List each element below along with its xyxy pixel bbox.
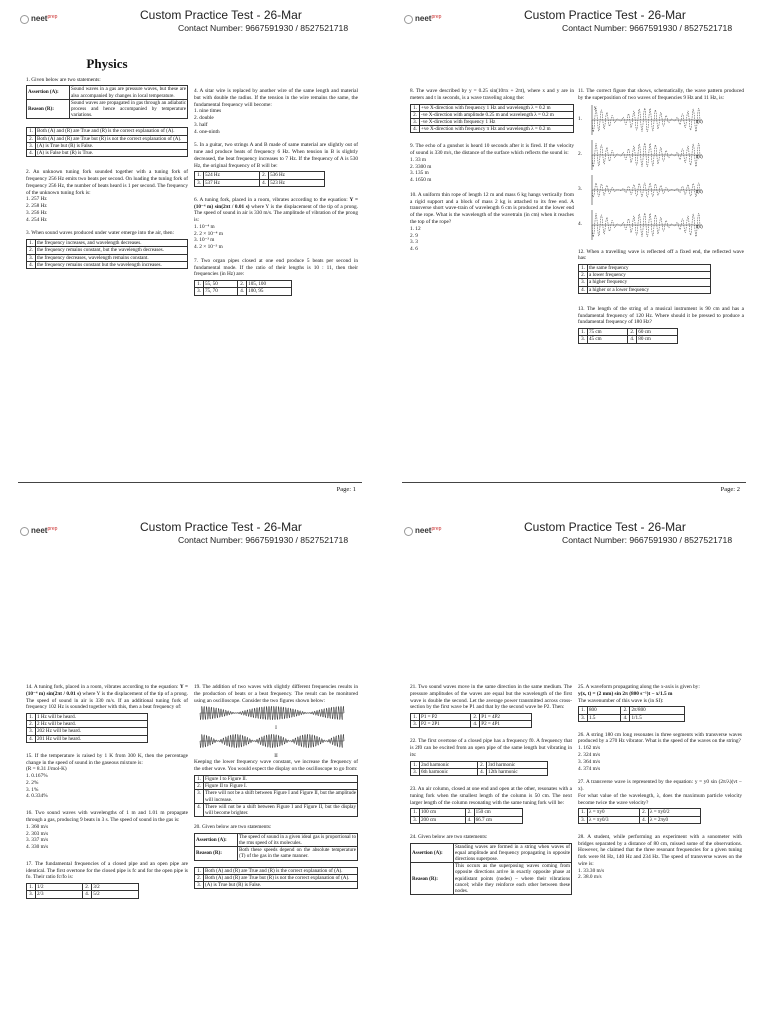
option-3[interactable]: (A) is True but (R) is False. bbox=[204, 882, 358, 889]
option-2[interactable]: 2. 9 bbox=[410, 232, 418, 239]
option-2[interactable]: 2. 38.0 m/s bbox=[578, 874, 602, 881]
options-table: 1. 2nd harmonic 2. 3rd harmonic 3. 6th harmonic 4. 12th harmonic bbox=[410, 761, 548, 776]
question-22: 22. The first overtone of a closed pipe has a frequency f0. A frequency that is 2f0 can be excited from an open pipe of the same length but vibrating in its: 1. 2nd harmonic 2. 3rd harmonic 3. 6th harmonic 4. 12th harmonic bbox=[410, 738, 572, 775]
question-15: 15. If the temperature is raised by 1 K from 300 K, then the percentage change in the speed of sound in the gaseous mixture is: (R = 8.31 J/mol-K) 1. 0.167% 2. 2% 3. 1% 4. 0.334% bbox=[26, 752, 188, 800]
option-3[interactable]: P2 = 2P1 bbox=[420, 721, 471, 728]
option-3[interactable]: 6th harmonic bbox=[420, 768, 478, 775]
option-4[interactable]: P2 = 4P1 bbox=[480, 721, 531, 728]
option-3[interactable]: 3. 256 Hz bbox=[26, 209, 47, 216]
question-21: 21. Two sound waves move in the same direction in the same medium. The pressure amplitudes of the waves are equal but the wavelength of the first wave is double the second. Let the average power transmitted across cross-section by the first wave be P1 and that by the second wave be P2. Then: 1. P1 = P2 2. P1 = 4P2 3. P2 = 2P1 4. P2 = 4P1 bbox=[410, 684, 572, 728]
option-4[interactable]: +ve X-direction with frequency π Hz and wavelength λ = 0.2 m bbox=[420, 126, 574, 133]
options-table: 1. Both (A) and (R) are True and (R) is the correct explanation of (A). 2. Both (A) and (R) are True but (R) is not the correct explanation of (A). 3. (A) is True but (R) is False. 4. (A) is False but (R) is True. bbox=[26, 127, 188, 157]
option-4[interactable]: 4. 6 bbox=[410, 246, 418, 253]
statement-table: Assertion (A): Standing waves are formed in a string when waves of equal amplitude and frequency propagating in opposite directions superpose. Reason (R): This occurs as the superposing waves coming from opposite directions arrive in exactly opposite phase at equidistant points (nodes) – where their vibrations cancel; while they reinforce each other between these nodes. bbox=[412, 843, 570, 895]
page-3 bbox=[0, 512, 384, 1024]
option-3[interactable]: 3. 1% bbox=[26, 786, 39, 793]
equation: y(x, t) = (2 mm) sin 2π (800 s⁻¹)t − x/1.5 m bbox=[578, 690, 673, 697]
option-2[interactable]: 2. 303 m/s bbox=[26, 830, 49, 837]
option-1[interactable]: 1. nine times bbox=[194, 108, 222, 115]
option-1[interactable]: 1. 12 bbox=[410, 225, 421, 232]
oscilloscope-figure-1 bbox=[194, 704, 358, 722]
options-table: 1. P1 = P2 2. P1 = 4P2 3. P2 = 2P1 4. P2 = 4P1 bbox=[410, 713, 532, 728]
column-right bbox=[194, 684, 358, 896]
option-2[interactable]: 2. 324 m/s bbox=[578, 752, 601, 758]
option-2[interactable]: 150 cm bbox=[474, 809, 523, 816]
option-1[interactable]: the same frequency bbox=[588, 265, 711, 272]
figure-option-4[interactable]: 4. t(s) bbox=[578, 208, 744, 242]
option-2[interactable]: 3rd harmonic bbox=[487, 761, 548, 768]
logo-icon bbox=[20, 527, 29, 536]
logo-icon bbox=[404, 15, 413, 24]
option-3[interactable]: (A) is True but (R) is False. bbox=[36, 142, 188, 149]
figure-label-2: II bbox=[274, 752, 278, 759]
option-2[interactable]: λ = πy0/2 bbox=[649, 809, 701, 816]
page-number: Page: 1 bbox=[336, 486, 356, 493]
question-10: 10. A uniform thin rope of length 12 m and mass 6 kg hangs vertically from a rigid support and a block of mass 2 kg is attached to its free end. A transverse short wave-train of wavelength 6 cm is produced at the lower end of the rope. What is the wavelength of the wavetrain (in cm) when it reaches the top of the rope? 1. 12 2. 9 3. 3 4. 6 bbox=[410, 191, 574, 253]
divider bbox=[18, 482, 362, 483]
option-1[interactable]: the frequency increases, and wavelength decreases. bbox=[36, 240, 188, 247]
option-3[interactable]: 1.5 bbox=[588, 714, 621, 721]
option-3[interactable]: 3. 135 m bbox=[410, 170, 429, 177]
question-24: 24. Given below are two statements: Assertion (A): Standing waves are formed in a string when waves of equal amplitude and frequency propagating in opposite directions superpose. Reason (R): This occurs as the superposing waves coming from opposite directions arrive in exactly opposite phase at equidistant points (nodes) – where their vibrations cancel; while they reinforce each other between these nodes. bbox=[410, 833, 570, 895]
option-3[interactable]: a higher frequency bbox=[588, 279, 711, 286]
divider bbox=[402, 482, 746, 483]
column-right bbox=[578, 684, 742, 888]
option-3[interactable]: the frequency decreases, wavelength remains constant. bbox=[36, 254, 188, 261]
option-4[interactable]: 80 cm bbox=[637, 336, 677, 343]
options-table: 1. 524 Hz 2. 536 Hz 3. 537 Hz 4. 523 Hz bbox=[194, 171, 325, 186]
option-1[interactable]: 1 Hz will be heard. bbox=[36, 714, 148, 721]
option-2[interactable]: Both (A) and (R) are True but (R) is not the correct explanation of (A). bbox=[36, 135, 188, 142]
contact-number: Contact Number: 9667591930 / 8527521718 bbox=[562, 535, 733, 545]
column-right bbox=[578, 88, 744, 351]
option-1[interactable]: Both (A) and (R) are True and (R) is the correct explanation of (A). bbox=[36, 128, 188, 135]
option-1[interactable]: 2nd harmonic bbox=[420, 761, 478, 768]
column-right bbox=[194, 88, 358, 303]
neetprep-logo: neet$^{prep}$ bbox=[20, 14, 57, 24]
question-26: 26. A string 180 cm long resonates in three segments with transverse waves produced by a 270 Hz vibrator. What is the speed of the waves on the string? 1. 162 m/s 2. 324 m/s 3. 364 m/s 4. 374 m/s bbox=[578, 731, 742, 772]
option-3[interactable]: There will not be a shift between Figure I and Figure II, but the amplitude will increase. bbox=[205, 790, 356, 803]
page-1 bbox=[0, 0, 384, 512]
equation: Y = (10⁻⁴ m) sin(2πt / 0.01 s) bbox=[26, 684, 189, 697]
option-2[interactable]: 2. 3300 m bbox=[410, 163, 432, 170]
option-1[interactable]: 1. 10⁻⁴ m bbox=[194, 223, 215, 230]
question-20: 20. Given below are two statements: Assertion (A): The speed of sound in a given ideal gas is proportional to the rms speed of its molecules. Reason (R): Both these speeds depend on the absolute temperature (T) of the gas in the same manner. 1. Both (A) and (R) are True and (R) is the correct explanation of (A). 2. Both (A) and (R) are True but (R) is not the correct explanation of (A). 3. (A) is True but (R) is False. bbox=[194, 824, 356, 889]
option-4[interactable]: a higher or a lower frequency bbox=[588, 286, 711, 293]
option-1[interactable]: 1. 33 m bbox=[410, 156, 427, 163]
option-3[interactable]: 537 Hz bbox=[204, 179, 260, 186]
option-4[interactable]: 4. 0.334% bbox=[26, 793, 48, 800]
option-4[interactable]: 523 Hz bbox=[269, 179, 325, 186]
option-4[interactable]: 4. 1650 m bbox=[410, 177, 432, 184]
option-1[interactable]: 1. 162 m/s bbox=[578, 745, 601, 752]
option-3[interactable]: 3. half bbox=[194, 121, 208, 128]
option-3[interactable]: 3. 10⁻³ m bbox=[194, 237, 215, 244]
question-17: 17. The fundamental frequencies of a closed pipe and an open pipe are identical. The first overtone for the closed pipe is fc and for the open pipe is fo. Their ratio fc/fo is: 1. 1/2 2. 3/2 3. 2/3 4. 5/2 bbox=[26, 860, 188, 898]
option-3[interactable]: 3. 337 m/s bbox=[26, 837, 49, 844]
option-1[interactable]: 100 cm bbox=[420, 809, 466, 816]
contact-number: Contact Number: 9667591930 / 8527521718 bbox=[178, 535, 349, 545]
option-1[interactable]: 1. 33.30 m/s bbox=[578, 867, 605, 874]
options-table: 1. Both (A) and (R) are True and (R) is the correct explanation of (A). 2. Both (A) and (R) are True but (R) is not the correct explanation of (A). 3. (A) is True but (R) is False. bbox=[194, 867, 358, 890]
option-4[interactable]: 4. 2 × 10⁻³ m bbox=[194, 244, 223, 251]
statement-table: Assertion (A): The speed of sound in a given ideal gas is proportional to the rms speed of its molecules. Reason (R): Both these speeds depend on the absolute temperature (T) of the gas in the same manner. bbox=[196, 833, 356, 860]
option-4[interactable]: 4. 374 m/s bbox=[578, 765, 601, 772]
option-1[interactable]: 1. 0.167% bbox=[26, 773, 48, 780]
column-left bbox=[26, 684, 188, 906]
options-table: 1. the frequency increases, and wavelength decreases. 2. the frequency remains constant, but the wavelength decreases. 3. the frequency decreases, wavelength remains constant. 4. the frequency remains constant but the wavelength increases. bbox=[26, 239, 188, 269]
option-1[interactable]: P1 = P2 bbox=[420, 714, 471, 721]
page-2 bbox=[384, 0, 768, 512]
option-2[interactable]: 2π/800 bbox=[630, 707, 684, 714]
wave-figure-1 bbox=[584, 103, 714, 137]
option-1[interactable]: 1. 360 m/s bbox=[26, 823, 49, 830]
option-4[interactable]: 100, 95 bbox=[247, 288, 292, 295]
option-4[interactable]: (A) is False but (R) is True. bbox=[36, 150, 188, 157]
svg-text:y: y bbox=[593, 105, 597, 111]
option-3[interactable]: λ = πy0/3 bbox=[588, 816, 640, 823]
neetprep-logo: neet$^{prep}$ bbox=[20, 526, 57, 536]
option-4[interactable]: 4. one-ninth bbox=[194, 128, 220, 135]
option-1[interactable]: 75 cm bbox=[588, 329, 628, 336]
option-2[interactable]: Figure II to Figure I. bbox=[204, 783, 358, 790]
options-table: 1. 1 Hz will be heard. 2. 2 Hz will be heard. 3. 202 Hz will be heard. 4. 201 Hz will be heard. bbox=[26, 713, 148, 743]
question-8: 8. The wave described by y = 0.25 sin(10πx + 2πt), where x and y are in meters and t in seconds, is a wave traveling along the: 1. +ve X-direction with frequency 1 Hz and wavelength λ = 0.2 m 2. -ve X-direction with amplitude 0.25 m and wavelength λ = 0.2 m 3. -ve X-direction with frequency 1 Hz 4. +ve X-direction with frequency π Hz and wavelength λ = 0.2 m bbox=[410, 88, 574, 133]
options-table: 1. Figure I to Figure II. 2. Figure II to Figure I. 3. There will not be a shift between Figure I and Figure II, but the amplitude will increase. 4. There will not be a shift between Figure I and Figure II, but the display will become brighter. bbox=[194, 775, 358, 817]
figure-option-1[interactable]: 1. y t(s) bbox=[578, 103, 744, 137]
option-1[interactable]: 1. 257 Hz bbox=[26, 196, 47, 203]
equation: Y = (10⁻⁴ m) sin(2πt / 0.01 s) bbox=[194, 196, 358, 210]
option-4[interactable]: 201 Hz will be heard. bbox=[36, 735, 148, 742]
option-2[interactable]: 105, 100 bbox=[247, 281, 292, 288]
oscilloscope-figure-2 bbox=[194, 732, 358, 750]
test-title: Custom Practice Test - 26-Mar bbox=[524, 520, 686, 534]
option-2[interactable]: 2. double bbox=[194, 115, 214, 122]
question-28: 28. A student, while performing an experiment with a sonometer with bridges separated by a distance of 80 cm, missed some of the observations. However, he claimed that the three resonant frequencies for a given tuning fork were 84 Hz, 140 Hz and 234 Hz. The speed of transverse waves on the wire is: 1. 33.30 m/s 2. 38.0 m/s bbox=[578, 833, 742, 881]
wave-figure-3 bbox=[584, 173, 714, 207]
question-5: 5. In a guitar, two strings A and B made of same material are slightly out of tune and produce beats of frequency 6 Hz. When tension in B is slightly decreased, the beat frequency increases to 7 Hz. If the frequency of A is 530 Hz, the original frequency of B will be: 1. 524 Hz 2. 536 Hz 3. 537 Hz 4. 523 Hz bbox=[194, 142, 358, 186]
option-3[interactable]: 2/3 bbox=[36, 891, 83, 898]
neetprep-logo: neet$^{prep}$ bbox=[404, 526, 441, 536]
page-number: Page: 2 bbox=[720, 486, 740, 493]
option-1[interactable]: λ = πy0 bbox=[588, 809, 640, 816]
test-title: Custom Practice Test - 26-Mar bbox=[140, 8, 302, 22]
question-14: 14. A tuning fork, placed in a room, vibrates according to the equation: Y = (10⁻⁴ m) sin(2πt / 0.01 s) where Y is the displacement of the tip of a prong. The speed of sound in air is 330 m/s. If an additional tuning fork of frequency 102 Hz is sounded together with this, then a beat frequency of: 1. 1 Hz will be heard. 2. 2 Hz will be heard. 3. 202 Hz will be heard. 4. 201 Hz will be heard. bbox=[26, 684, 189, 742]
question-11: 11. The correct figure that shows, schematically, the wave pattern produced by the superposition of two waves of frequencies 9 Hz and 11 Hz, is: 1. y t(s) 2. t(s) 3. t(s) 4. t(s) bbox=[578, 88, 744, 242]
figure-option-3[interactable]: 3. t(s) bbox=[578, 173, 744, 207]
option-2[interactable]: P1 = 4P2 bbox=[480, 714, 531, 721]
option-2[interactable]: the frequency remains constant, but the wavelength decreases. bbox=[36, 247, 188, 254]
svg-text:t(s): t(s) bbox=[695, 119, 703, 125]
svg-text:t(s): t(s) bbox=[695, 224, 703, 230]
figure-label-1: I bbox=[275, 725, 277, 732]
svg-text:t(s): t(s) bbox=[695, 189, 703, 195]
question-1: 1. Given below are two statements: Assertion (A): Sound waves in a gas are pressure waves, but these are also accompanied by changes in local temperature. Reason (R): Sound waves are propagated in gas through an adiabatic process and hence accompanied by temperature variations. 1. Both (A) and (R) are True and (R) is the correct explanation of (A). 2. Both (A) and (R) are True but (R) is not the correct explanation of (A). 3. (A) is True but (R) is False. 4. (A) is False but (R) is True. bbox=[26, 76, 186, 157]
option-2[interactable]: 2. 258 Hz bbox=[26, 203, 47, 210]
option-1[interactable]: 55, 50 bbox=[204, 281, 238, 288]
option-2[interactable]: 2. 2% bbox=[26, 779, 39, 786]
option-2[interactable]: 60 cm bbox=[637, 329, 677, 336]
question-9: 9. The echo of a gunshot is heard 10 seconds after it is fired. If the velocity of sound is 330 m/s, the distance of the surface which reflects the sound is: 1. 33 m 2. 3300 m 3. 135 m 4. 1650 m bbox=[410, 143, 574, 184]
option-4[interactable]: 12th harmonic bbox=[487, 768, 548, 775]
option-4[interactable]: 66.7 cm bbox=[474, 816, 523, 823]
logo-icon bbox=[404, 527, 413, 536]
option-2[interactable]: 536 Hz bbox=[269, 172, 325, 179]
option-1[interactable]: 524 Hz bbox=[204, 172, 260, 179]
subject-title: Physics bbox=[86, 56, 128, 71]
question-23: 23. An air column, closed at one end and open at the other, resonates with a tuning fork when the smallest length of the column is 50 cm. The next larger length of the column resonating with the same tuning fork will be: 1. 100 cm 2. 150 cm 3. 200 cm 4. 66.7 cm bbox=[410, 786, 572, 823]
wave-figure-4 bbox=[584, 208, 714, 242]
option-1[interactable]: 1/2 bbox=[36, 884, 83, 891]
test-title: Custom Practice Test - 26-Mar bbox=[524, 8, 686, 22]
svg-text:t(s): t(s) bbox=[695, 154, 703, 160]
options-table: 1. 75 cm 2. 60 cm 3. 45 cm 4. 80 cm bbox=[578, 328, 678, 343]
question-4: 4. A sitar wire is replaced by another wire of the same length and material but with double the radius. If the tension in the wire remains the same, the fundamental frequency will become: 1. nine times 2. double 3. half 4. one-ninth bbox=[194, 88, 358, 135]
option-2[interactable]: 3/2 bbox=[92, 884, 139, 891]
option-2[interactable]: 2 Hz will be heard. bbox=[36, 721, 148, 728]
figure-option-2[interactable]: 2. t(s) bbox=[578, 138, 744, 172]
question-12: 12. When a travelling wave is reflected off a fixed end, the reflected wave has: 1. the same frequency 2. a lower frequency 3. a higher frequency 4. a higher or a lower frequency bbox=[578, 248, 744, 293]
option-4[interactable]: There will not be a shift between Figure I and Figure II, but the display will become brighter. bbox=[205, 803, 356, 816]
question-6: 6. A tuning fork, placed in a room, vibrates according to the equation: Y = (10⁻⁴ m) sin(2πt / 0.01 s) where Y is the displacement of the tip of a prong. The speed of sound in air is 330 m/s. The amplitude of vibration of the prong is: 1. 10⁻⁴ m 2. 2 × 10⁻⁴ m 3. 10⁻³ m 4. 2 × 10⁻³ m bbox=[194, 196, 358, 251]
options-table: 1. 55, 50 2. 105, 100 3. 75, 70 4. 100, 95 bbox=[194, 280, 292, 295]
option-1[interactable]: Both (A) and (R) are True and (R) is the correct explanation of (A). bbox=[204, 867, 358, 874]
option-4[interactable]: 4. 254 Hz bbox=[26, 216, 47, 223]
question-25: 25. A waveform propagating along the x-axis is given by: y(x, t) = (2 mm) sin 2π (800 s⁻¹)t − x/1.5 m The wavenumber of this wave is (in SI): 1. 800 2. 2π/800 3. 1.5 4. 1/1.5 bbox=[578, 684, 700, 721]
question-7: 7. Two organ pipes closed at one end produce 5 beats per second in fundamental mode. If the ratio of their lengths is 10 : 11, then their frequencies (in Hz) are: 1. 55, 50 2. 105, 100 3. 75, 70 4. 100, 95 bbox=[194, 257, 358, 295]
option-4[interactable]: 4. 330 m/s bbox=[26, 844, 49, 851]
question-2: 2. An unknown tuning fork sounded together with a tuning fork of frequency 256 Hz emits two beats per second. On loading the tuning fork of frequency 256 Hz, the number of beats heard is 1 per second. The frequency of the unknown tuning fork is: 1. 257 Hz 2. 258 Hz 3. 256 Hz 4. 254 Hz bbox=[26, 169, 188, 223]
question-16: 16. Two sound waves with wavelengths of 1 m and 1.01 m propagate through a gas, producing 9 beats in 3 s. The speed of sound in the gas is: 1. 360 m/s 2. 303 m/s 3. 337 m/s 4. 330 m/s bbox=[26, 810, 188, 851]
options-table: 1. λ = πy0 2. λ = πy0/2 3. λ = πy0/3 4. λ = 2πy0 bbox=[578, 808, 701, 823]
question-13: 13. The length of the string of a musical instrument is 90 cm and has a fundamental frequency of 120 Hz. Where should it be pressed to produce a fundamental frequency of 180 Hz? 1. 75 cm 2. 60 cm 3. 45 cm 4. 80 cm bbox=[578, 305, 744, 343]
options-table: 1. 1/2 2. 3/2 3. 2/3 4. 5/2 bbox=[26, 883, 139, 898]
contact-number: Contact Number: 9667591930 / 8527521718 bbox=[178, 23, 349, 33]
option-4[interactable]: λ = 2πy0 bbox=[649, 816, 701, 823]
option-4[interactable]: 5/2 bbox=[92, 891, 139, 898]
options-table: 1. 100 cm 2. 150 cm 3. 200 cm 4. 66.7 cm bbox=[410, 808, 523, 823]
question-27: 27. A transverse wave is represented by the equation: y = y0 sin (2π/λ)(vt − x). For what value of the wavelength, λ, does the maximum particle velocity become twice the wave velocity? 1. λ = πy0 2. λ = πy0/2 3. λ = πy0/3 4. λ = 2πy0 bbox=[578, 779, 742, 823]
wave-figure-2 bbox=[584, 138, 714, 172]
option-4[interactable]: 1/1.5 bbox=[630, 714, 684, 721]
option-3[interactable]: 45 cm bbox=[588, 336, 628, 343]
option-2[interactable]: Both (A) and (R) are True but (R) is not the correct explanation of (A). bbox=[204, 874, 358, 881]
options-table: 1. 800 2. 2π/800 3. 1.5 4. 1/1.5 bbox=[578, 706, 685, 721]
column-left bbox=[410, 88, 574, 260]
option-3[interactable]: 75, 70 bbox=[204, 288, 238, 295]
option-3[interactable]: -ve X-direction with frequency 1 Hz bbox=[420, 118, 574, 125]
option-3[interactable]: 202 Hz will be heard. bbox=[36, 728, 148, 735]
question-19: 19. The addition of two waves with slightly different frequencies results in the production of beats or a beat frequency. The result can be monitored using an oscilloscope. Consider the two figures shown below: I II Keeping the lower frequency wave constant, we increase the frequency of the other wave. You would expect the display on the oscilloscope to go from: 1. Figure I to Figure II. 2. Figure II to Figure I. 3. There will not be a shift between Figure I and Figure II, but the amplitude will increase. 4. There will not be a shift between Figure I and Figure II, but the display will become brighter. bbox=[194, 684, 358, 816]
options-table: 1. the same frequency 2. a lower frequency 3. a higher frequency 4. a higher or a lower frequency bbox=[578, 264, 711, 294]
neetprep-logo: neet$^{prep}$ bbox=[404, 14, 441, 24]
option-2[interactable]: a lower frequency bbox=[588, 272, 711, 279]
option-1[interactable]: Figure I to Figure II. bbox=[204, 775, 358, 782]
option-3[interactable]: 3. 3 bbox=[410, 239, 418, 246]
option-2[interactable]: -ve X-direction with amplitude 0.25 m and wavelength λ = 0.2 m bbox=[420, 111, 574, 118]
option-4[interactable]: the frequency remains constant but the wavelength increases. bbox=[36, 261, 188, 268]
options-table: 1. +ve X-direction with frequency 1 Hz and wavelength λ = 0.2 m 2. -ve X-direction with amplitude 0.25 m and wavelength λ = 0.2 m 3. -ve X-direction with frequency 1 Hz 4. +ve X-direction with frequency π Hz and wavelength λ = 0.2 m bbox=[410, 104, 574, 134]
option-1[interactable]: 800 bbox=[588, 707, 621, 714]
option-2[interactable]: 2. 2 × 10⁻⁴ m bbox=[194, 230, 223, 237]
option-3[interactable]: 3. 364 m/s bbox=[578, 758, 601, 765]
question-3: 3. When sound waves produced under water emerge into the air, then: 1. the frequency increases, and wavelength decreases. 2. the frequency remains constant, but the wavelength decreases. 3. the frequency decreases, wavelength remains constant. 4. the frequency remains constant but the wavelength increases. bbox=[26, 230, 188, 269]
page-4 bbox=[384, 512, 768, 1024]
statement-table: Assertion (A): Sound waves in a gas are pressure waves, but these are also accompanied by changes in local temperature. Reason (R): Sound waves are propagated in gas through an adiabatic process and hence accompanied by temperature variations. bbox=[28, 86, 186, 119]
test-title: Custom Practice Test - 26-Mar bbox=[140, 520, 302, 534]
option-3[interactable]: 200 cm bbox=[420, 816, 466, 823]
column-left bbox=[410, 684, 572, 902]
column-left bbox=[26, 34, 188, 276]
contact-number: Contact Number: 9667591930 / 8527521718 bbox=[562, 23, 733, 33]
logo-icon bbox=[20, 15, 29, 24]
option-1[interactable]: +ve X-direction with frequency 1 Hz and wavelength λ = 0.2 m bbox=[420, 104, 574, 111]
